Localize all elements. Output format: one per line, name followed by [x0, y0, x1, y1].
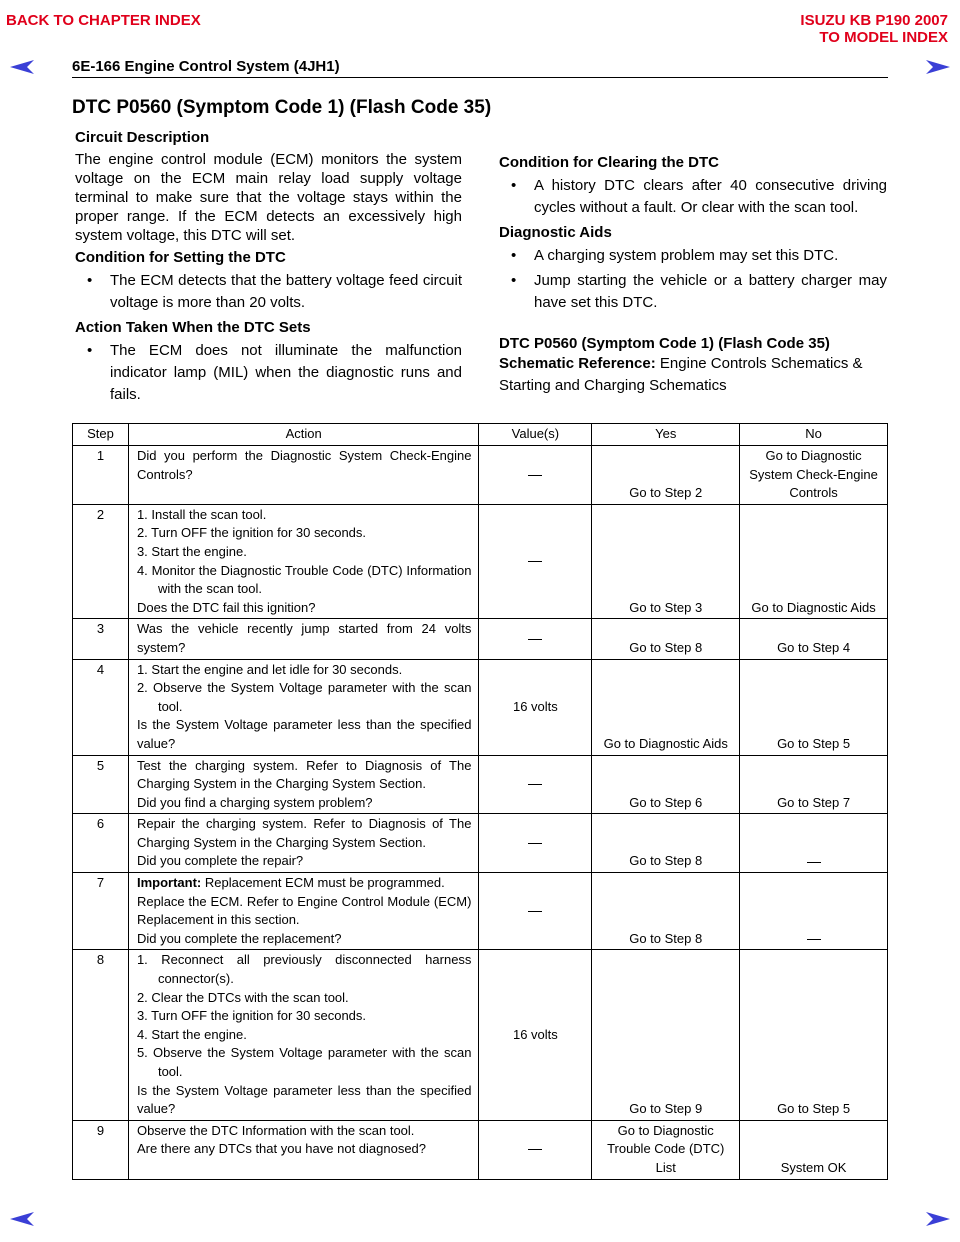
yes-cell: Go to Step 6: [592, 755, 740, 814]
action-cell: Did you perform the Diagnostic System Check-Engine Controls?: [128, 446, 478, 505]
step-number: 7: [73, 873, 129, 950]
step-number: 2: [73, 504, 129, 619]
values-column-header: Value(s): [479, 424, 592, 446]
value-cell: [479, 446, 592, 505]
back-to-chapter-index-link[interactable]: BACK TO CHAPTER INDEX: [6, 12, 201, 29]
action-cell: 1. Install the scan tool. 2. Turn OFF the ignition for 30 seconds. 3. Start the engine. 4. Monitor the Diagnostic Trouble Code (DTC) Information with the scan tool. Does the DTC fail this ignition?: [128, 504, 478, 619]
vehicle-model-label: ISUZU KB P190 2007: [800, 12, 948, 29]
clearing-condition-heading: Condition for Clearing the DTC: [499, 154, 719, 171]
dash-icon: [528, 843, 542, 844]
bullet-icon: •: [87, 342, 93, 359]
list-item: • A history DTC clears after 40 consecutive driving cycles without a fault. Or clear with the scan tool.: [511, 177, 887, 216]
important-label: Important:: [136, 875, 202, 891]
table-row: [73, 814, 888, 873]
bullet-icon: •: [511, 272, 517, 289]
list-item: • The ECM detects that the battery voltage feed circuit voltage is more than 20 volts.: [87, 272, 462, 311]
no-cell: Go to Step 7: [740, 755, 888, 814]
setting-condition-heading: Condition for Setting the DTC: [75, 249, 286, 266]
yes-column-header: Yes: [592, 424, 740, 446]
no-cell: System OK: [740, 1120, 888, 1179]
value-cell: [479, 1120, 592, 1179]
step-number: 1: [73, 446, 129, 505]
table-row: [73, 950, 888, 1120]
step-number: 5: [73, 755, 129, 814]
dash-icon: [528, 639, 542, 640]
action-cell: Was the vehicle recently jump started from 24 volts system?: [128, 619, 478, 659]
step-number: 9: [73, 1120, 129, 1179]
list-item: • Jump starting the vehicle or a battery charger may have set this DTC.: [511, 272, 887, 311]
value-cell: [479, 873, 592, 950]
action-column-header: Action: [128, 424, 478, 446]
yes-cell: Go to Step 3: [592, 504, 740, 619]
table-row: [73, 755, 888, 814]
page-title: DTC P0560 (Symptom Code 1) (Flash Code 35): [72, 97, 492, 118]
no-cell: Go to Diagnostic System Check-Engine Controls: [740, 446, 888, 505]
no-cell: [740, 873, 888, 950]
dash-icon: [528, 784, 542, 785]
yes-cell: Go to Step 8: [592, 619, 740, 659]
action-cell: Repair the charging system. Refer to Diagnosis of The Charging System in the Charging System Section. Did you complete the repair?: [128, 814, 478, 873]
yes-cell: Go to Step 8: [592, 814, 740, 873]
prev-page-arrow-bottom-icon[interactable]: [10, 1212, 34, 1226]
action-taken-heading: Action Taken When the DTC Sets: [75, 319, 311, 336]
no-cell: Go to Step 5: [740, 659, 888, 755]
step-number: 6: [73, 814, 129, 873]
action-cell: 1. Start the engine and let idle for 30 seconds. 2. Observe the System Voltage parameter with the scan tool. Is the System Voltage parameter less than the specified value?: [128, 659, 478, 755]
action-cell: 1. Reconnect all previously disconnected harness connector(s). 2. Clear the DTCs with the scan tool. 3. Turn OFF the ignition for 30 seconds. 4. Start the engine. 5. Observe the System Voltage parameter with the scan tool. Is the System Voltage parameter less than the specified value?: [128, 950, 478, 1120]
value-cell: [479, 755, 592, 814]
circuit-description-text: The engine control module (ECM) monitors the system voltage on the ECM main relay load supply voltage terminal to make sure that the voltage stays within the proper range. If the ECM detects an excessively high system voltage, this DTC will set.: [75, 151, 462, 244]
yes-cell: Go to Diagnostic Aids: [592, 659, 740, 755]
step-column-header: Step: [73, 424, 129, 446]
table-row: [73, 659, 888, 755]
dash-icon: [528, 475, 542, 476]
table-row: [73, 446, 888, 505]
table-row: [73, 619, 888, 659]
step-number: 4: [73, 659, 129, 755]
circuit-description-heading: Circuit Description: [75, 129, 210, 146]
schematic-reference: [499, 353, 887, 397]
no-column-header: No: [740, 424, 888, 446]
dash-icon: [528, 561, 542, 562]
dash-icon: [807, 939, 821, 940]
page-header: 6E-166 Engine Control System (4JH1): [72, 58, 340, 75]
prev-page-arrow-icon[interactable]: [10, 60, 34, 74]
next-page-arrow-bottom-icon[interactable]: [926, 1212, 950, 1226]
to-model-index-link[interactable]: TO MODEL INDEX: [819, 29, 948, 46]
step-number: 3: [73, 619, 129, 659]
right-column: [499, 153, 887, 397]
yes-cell: Go to Step 8: [592, 873, 740, 950]
diagnostic-table: [72, 423, 888, 1180]
no-cell: [740, 814, 888, 873]
bullet-icon: •: [511, 177, 517, 194]
bullet-icon: •: [87, 272, 93, 289]
list-item: • The ECM does not illuminate the malfunction indicator lamp (MIL) when the diagnostic runs and fails.: [87, 342, 462, 403]
schematic-reference-label: Schematic Reference:: [499, 355, 656, 372]
table-row: [73, 504, 888, 619]
dash-icon: [528, 911, 542, 912]
value-cell: [479, 504, 592, 619]
value-cell: 16 volts: [479, 659, 592, 755]
yes-cell: Go to Step 2: [592, 446, 740, 505]
table-heading: DTC P0560 (Symptom Code 1) (Flash Code 35): [499, 335, 830, 352]
schematic-reference-text: Engine Controls Schematics & Starting and Charging Schematics: [499, 355, 863, 394]
header-divider: [72, 77, 888, 78]
value-cell: [479, 814, 592, 873]
yes-cell: Go to Diagnostic Trouble Code (DTC) List: [592, 1120, 740, 1179]
value-cell: [479, 619, 592, 659]
action-cell: Test the charging system. Refer to Diagnosis of The Charging System in the Charging System Section. Did you find a charging system problem?: [128, 755, 478, 814]
list-item: • A charging system problem may set this DTC.: [499, 245, 887, 267]
bullet-icon: •: [511, 247, 517, 264]
value-cell: 16 volts: [479, 950, 592, 1120]
table-row: [73, 873, 888, 950]
left-column: [75, 128, 462, 410]
model-nav-block: [800, 12, 948, 46]
setting-condition-list: [75, 270, 462, 314]
action-cell: Observe the DTC Information with the scan tool. Are there any DTCs that you have not diagnosed?: [128, 1120, 478, 1179]
no-cell: Go to Step 4: [740, 619, 888, 659]
table-row: [73, 1120, 888, 1179]
no-cell: Go to Diagnostic Aids: [740, 504, 888, 619]
clearing-condition-list: [499, 175, 887, 219]
next-page-arrow-icon[interactable]: [926, 60, 950, 74]
action-cell: Important: Replacement ECM must be programmed. Replace the ECM. Refer to Engine Control Module (ECM) Replacement in this section. Did you complete the replacement?: [128, 873, 478, 950]
table-header-row: [73, 424, 888, 446]
diagnostic-aids-heading: Diagnostic Aids: [499, 224, 612, 241]
no-cell: Go to Step 5: [740, 950, 888, 1120]
dash-icon: [528, 1149, 542, 1150]
action-taken-list: [75, 340, 462, 406]
yes-cell: Go to Step 9: [592, 950, 740, 1120]
step-number: 8: [73, 950, 129, 1120]
diagnostic-aids-list: [499, 245, 887, 314]
dash-icon: [807, 862, 821, 863]
